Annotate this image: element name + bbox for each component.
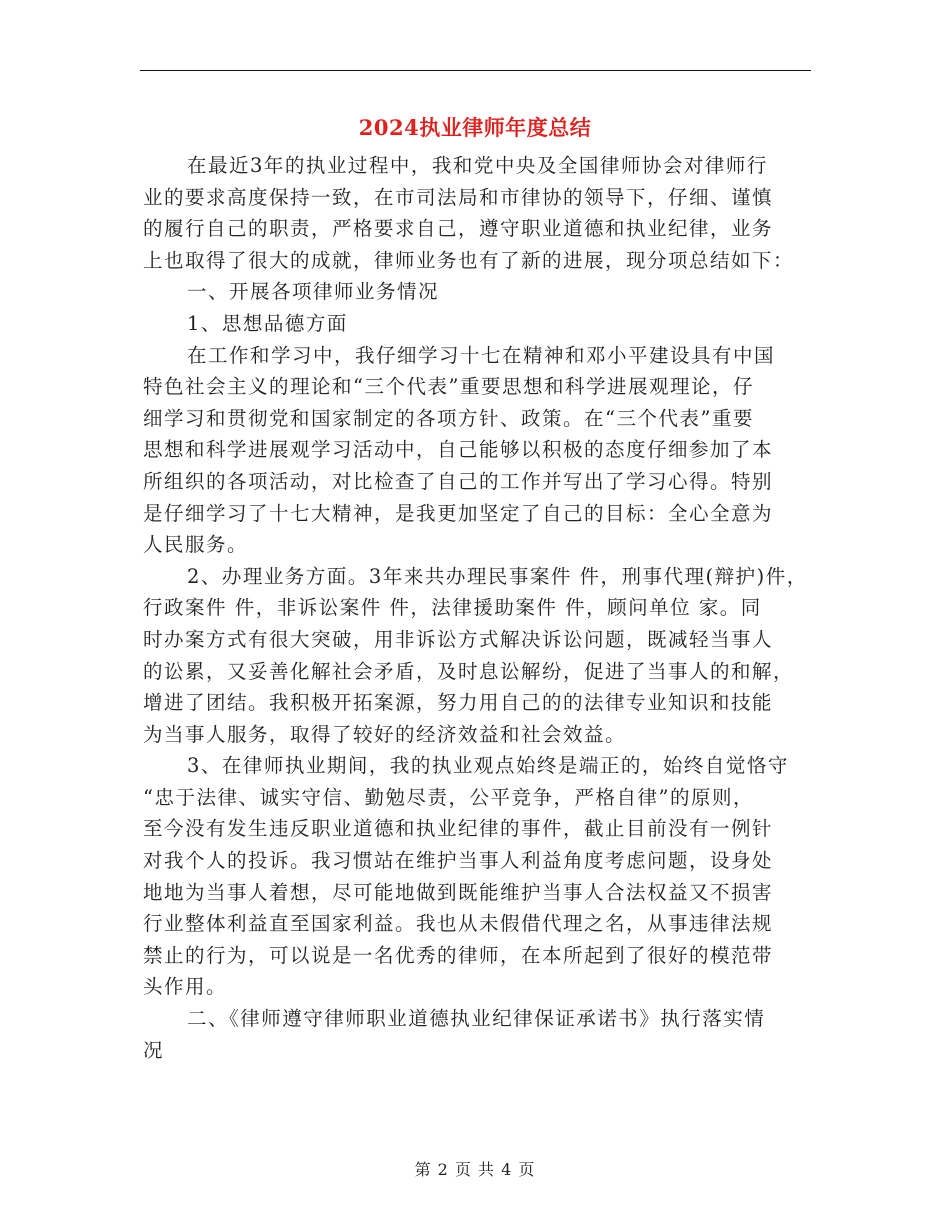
document-body	[143, 150, 823, 1066]
section-heading: 二、《律师遵守律师职业道德执业纪律保证承诺书》执行落实情	[187, 1007, 766, 1031]
paragraph-line: 特色社会主义的理论和“三个代表”重要思想和科学进展观理论，仔	[143, 375, 754, 399]
paragraph-line: 至今没有发生违反职业道德和执业纪律的事件，截止目前没有一例针	[143, 817, 774, 841]
paragraph-line: 业的要求高度保持一致，在市司法局和市律协的领导下，仔细、谨慎	[143, 185, 774, 209]
paragraph-line: 2、办理业务方面。3年来共办理民事案件 件，刑事代理(辩护)件，	[187, 564, 808, 588]
paragraph-line: 头作用。	[143, 975, 228, 999]
paragraph-line: 增进了团结。我积极开拓案源，努力用自己的的法律专业知识和技能	[143, 691, 774, 715]
paragraph-line: 时办案方式有很大突破，用非诉讼方式解决诉讼问题，既减轻当事人	[143, 627, 774, 651]
paragraph-line: 思想和科学进展观学习活动中，自己能够以积极的态度仔细参加了本	[143, 438, 774, 462]
paragraph-line: 行业整体利益直至国家利益。我也从未假借代理之名，从事违律法规	[143, 912, 774, 936]
paragraph-line: 在最近3年的执业过程中，我和党中央及全国律师协会对律师行	[187, 154, 768, 177]
paragraph-line: 禁止的行为，可以说是一名优秀的律师，在本所起到了很好的模范带	[143, 943, 774, 967]
header-rule	[140, 70, 811, 71]
section-heading: 一、开展各项律师业务情况	[187, 280, 440, 304]
paragraph-line: 为当事人服务，取得了较好的经济效益和社会效益。	[143, 722, 627, 746]
paragraph-line: 细学习和贯彻党和国家制定的各项方针、政策。在“三个代表”重要	[143, 406, 754, 430]
paragraph-line: 所组织的各项活动，对比检查了自己的工作并写出了学习心得。特别	[143, 469, 774, 493]
paragraph-line: 地地为当事人着想，尽可能地做到既能维护当事人合法权益又不损害	[143, 880, 774, 904]
paragraph-line: 人民服务。	[143, 533, 249, 557]
paragraph-line: 对我个人的投诉。我习惯站在维护当事人利益角度考虑问题，设身处	[143, 849, 774, 873]
paragraph-line: 3、在律师执业期间，我的执业观点始终是端正的，始终自觉恪守	[187, 754, 789, 778]
paragraph-line: 上也取得了很大的成就，律师业务也有了新的进展，现分项总结如下：	[143, 248, 795, 272]
subsection-heading: 1、思想品德方面	[187, 311, 348, 335]
paragraph-line: 是仔细学习了十七大精神，是我更加坚定了自己的目标：全心全意为	[143, 501, 774, 525]
paragraph-line: 的讼累，又妥善化解社会矛盾，及时息讼解纷，促进了当事人的和解，	[143, 659, 795, 683]
paragraph-line: 的履行自己的职责，严格要求自己，遵守职业道德和执业纪律，业务	[143, 217, 774, 241]
document-title: 2024执业律师年度总结	[358, 115, 592, 140]
paragraph-line: 在工作和学习中，我仔细学习十七在精神和邓小平建设具有中国	[187, 343, 776, 367]
paragraph-line: 行政案件 件，非诉讼案件 件，法律援助案件 件，顾问单位 家。同	[143, 596, 762, 620]
paragraph-line: “忠于法律、诚实守信、勤勉尽责，公平竞争，严格自律”的原则，	[143, 785, 754, 809]
section-heading-continuation: 况	[143, 1038, 165, 1062]
page-number-footer: 第 2 页 共 4 页	[414, 1160, 536, 1179]
